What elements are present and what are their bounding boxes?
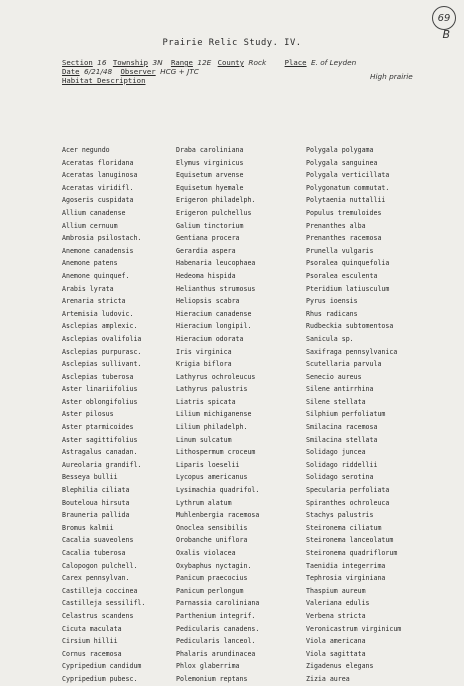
place-label: Place [284, 58, 307, 67]
species-item: Calopogon pulchell. [62, 561, 138, 570]
species-item: Cypripedium candidum [62, 662, 142, 671]
species-item: Asclepias tuberosa [62, 372, 134, 381]
species-item: Polytaenia nuttallii [306, 196, 386, 205]
species-item: Panicum perlongum [176, 586, 244, 595]
species-item: Bromus kalmii [62, 523, 114, 532]
species-item: Aureolaria grandifl. [62, 460, 142, 469]
species-item: Veronicastrum virginicum [306, 624, 402, 633]
species-item: Arenaria stricta [62, 297, 126, 306]
species-item: Hieracium longipil. [176, 322, 252, 331]
species-item: Blephilia ciliata [62, 486, 130, 495]
species-item: Oxalis violacea [176, 549, 236, 557]
range-label: Range [170, 58, 193, 67]
species-item: Erigeron philadelph. [176, 196, 256, 205]
species-item: Castilleja coccinea [62, 586, 138, 595]
species-item: Viola sagittata [306, 649, 366, 658]
species-item: Aster ptarmicoides [62, 423, 134, 432]
habitat-value: High prairie [370, 72, 413, 81]
species-item: Lathyrus palustris [176, 385, 248, 394]
species-item: Solidago serotina [306, 473, 374, 482]
species-item: Rhus radicans [306, 309, 358, 318]
species-item: Lycopus americanus [176, 473, 248, 482]
species-item: Anemone patens [62, 259, 118, 268]
species-item: Cicuta maculata [62, 624, 122, 633]
species-item: Verbena stricta [306, 611, 366, 620]
species-item: Asclepias ovalifolia [62, 334, 142, 343]
species-item: Equisetum arvense [176, 171, 244, 180]
species-item: Polygala polygama [306, 146, 374, 154]
species-item: Parnassia caroliniana [176, 599, 260, 608]
species-item: Astragalus canadan. [62, 448, 138, 457]
species-item: Lilium michiganense [176, 410, 252, 419]
species-item: Hedeoma hispida [176, 271, 236, 280]
species-item: Helianthus strumosus [176, 284, 256, 293]
species-item: Cirsium hillii [62, 637, 118, 646]
species-item: Anemone canadensis [62, 246, 134, 255]
species-item: Panicum praecocius [176, 574, 248, 583]
species-column-1 [62, 144, 145, 686]
species-item: Tephrosia virginiana [306, 574, 386, 583]
section-label: Section [62, 58, 93, 67]
species-item: Hieracium odorata [176, 334, 244, 343]
species-item: Allium canadense [62, 208, 126, 217]
species-item: Asclepias amplexic. [62, 322, 138, 331]
species-item: Orobanche uniflora [176, 536, 248, 545]
species-item: Smilacina racemosa [306, 423, 378, 432]
species-item: Polygala sanguinea [306, 158, 378, 167]
species-item: Liparis loeselii [176, 460, 240, 469]
species-item: Taenidia integerrima [306, 561, 386, 570]
species-item: Heliopsis scabra [176, 297, 240, 306]
page-letter: B [442, 28, 450, 41]
species-item: Specularia perfoliata [306, 486, 390, 495]
species-item: Allium cernuum [62, 221, 118, 230]
species-item: Castilleja sessilifl. [62, 599, 146, 608]
species-item: Prenanthes racemosa [306, 234, 382, 243]
observer-label: Observer [120, 67, 156, 76]
species-item: Artemisia ludovic. [62, 309, 134, 318]
place-value: E. of Leyden [310, 58, 357, 67]
species-item: Lilium philadelph. [176, 423, 248, 432]
species-item: Rudbeckia subtomentosa [306, 322, 394, 331]
species-item: Gentiana procera [176, 234, 240, 243]
species-item: Celastrus scandens [62, 611, 134, 620]
species-item: Pteridium latiusculum [306, 284, 390, 293]
habitat-line [62, 76, 145, 85]
species-item: Arabis lyrata [62, 284, 114, 293]
species-item: Polygonatum commutat. [306, 183, 390, 192]
species-item: Silene stellata [306, 397, 366, 406]
species-item: Prunella vulgaris [306, 246, 374, 255]
species-item: Steironema quadriflorum [306, 549, 398, 557]
page-title: Prairie Relic Study. IV. [162, 38, 302, 48]
page-number: 69 [432, 6, 456, 30]
species-item: Phalaris arundinacea [176, 649, 256, 658]
date-value: 6/21/48 [83, 67, 113, 76]
species-item: Silene antirrhina [306, 385, 374, 394]
species-item: Steironema lanceolatum [306, 536, 394, 545]
species-item: Brauneria pallida [62, 511, 130, 520]
species-item: Aster pilosus [62, 410, 114, 419]
species-item: Prenanthes alba [306, 221, 366, 230]
species-item: Solidago riddellii [306, 460, 378, 469]
species-item: Lythrum alatum [176, 498, 232, 507]
species-item: Stachys palustris [306, 511, 374, 520]
species-item: Lathyrus ochroleucus [176, 372, 256, 381]
species-item: Scutellaria parvula [306, 360, 382, 369]
species-item: Solidago juncea [306, 448, 366, 457]
species-item: Onoclea sensibilis [176, 523, 248, 532]
species-item: Asclepias purpurasc. [62, 347, 142, 356]
species-item: Elymus virginicus [176, 158, 244, 167]
species-item: Anemone quinquef. [62, 271, 130, 280]
species-item: Habenaria leucophaea [176, 259, 256, 268]
species-item: Liatris spicata [176, 397, 236, 406]
species-item: Populus tremuloides [306, 208, 382, 217]
location-line [62, 58, 356, 67]
species-item: Steironema ciliatum [306, 523, 382, 532]
county-label: County [217, 58, 244, 67]
species-item: Gerardia aspera [176, 246, 236, 255]
species-item: Muhlenbergia racemosa [176, 511, 260, 520]
species-item: Asclepias sullivant. [62, 360, 142, 369]
species-item: Pyrus ioensis [306, 297, 358, 306]
species-column-3 [306, 144, 401, 686]
species-item: Linum sulcatum [176, 435, 232, 444]
species-item: Zizia aurea [306, 674, 350, 683]
species-item: Aster oblongifolius [62, 397, 138, 406]
species-item: Carex pennsylvan. [62, 574, 130, 583]
species-item: Phlox glaberrima [176, 662, 240, 671]
species-item: Aceratas floridana [62, 158, 134, 167]
species-item: Draba caroliniana [176, 146, 244, 154]
county-value: Rock [248, 58, 267, 67]
species-item: Krigia biflora [176, 360, 232, 369]
species-item: Senecio aureus [306, 372, 362, 381]
species-item: Thaspium aureum [306, 586, 366, 595]
species-item: Psoralea esculenta [306, 271, 378, 280]
species-item: Aceratas lanuginosa [62, 171, 138, 180]
species-item: Cacalia suaveolens [62, 536, 134, 545]
species-item: Saxifraga pennsylvanica [306, 347, 398, 356]
species-item: Cypripedium pubesc. [62, 674, 138, 683]
species-item: Oxybaphus nyctagin. [176, 561, 252, 570]
species-item: Galium tinctorium [176, 221, 244, 230]
species-item: Bouteloua hirsuta [62, 498, 130, 507]
habitat-label: Habitat Description [62, 76, 146, 85]
species-item: Silphium perfoliatum [306, 410, 386, 419]
species-item: Aster linariifolius [62, 385, 138, 394]
species-item: Zigadenus elegans [306, 662, 374, 671]
species-item: Iris virginica [176, 347, 232, 356]
species-item: Sanicula sp. [306, 334, 354, 343]
species-item: Pedicularis canadens. [176, 624, 260, 633]
date-label: Date [62, 67, 80, 76]
species-item: Psoralea quinquefolia [306, 259, 390, 268]
species-item: Hieracium canadense [176, 309, 252, 318]
species-item: Equisetum hyemale [176, 183, 244, 192]
township-label: Township [112, 58, 149, 67]
species-item: Acer negundo [62, 146, 110, 154]
species-item: Valeriana edulis [306, 599, 370, 608]
species-item: Polygala verticillata [306, 171, 390, 180]
range-value: 12E [197, 58, 212, 67]
species-item: Parthenium integrif. [176, 611, 256, 620]
species-item: Lithospermum croceum [176, 448, 256, 457]
species-item: Aster sagittifolius [62, 435, 138, 444]
species-column-2 [176, 144, 259, 686]
species-item: Aceratas viridifl. [62, 183, 134, 192]
species-item: Agoseris cuspidata [62, 196, 134, 205]
species-item: Cornus racemosa [62, 649, 122, 658]
section-value: 16 [97, 58, 107, 67]
species-item: Pedicularis lanceol. [176, 637, 256, 646]
species-item: Viola americana [306, 637, 366, 646]
species-item: Polemonium reptans [176, 674, 248, 683]
species-item: Smilacina stellata [306, 435, 378, 444]
species-item: Lysimachia quadrifol. [176, 486, 260, 495]
species-item: Cacalia tuberosa [62, 549, 126, 557]
species-item: Besseya bullii [62, 473, 118, 482]
species-item: Ambrosia psilostach. [62, 234, 142, 243]
date-observer-line [62, 67, 199, 76]
species-item: Spiranthes ochroleuca [306, 498, 390, 507]
observer-value: HCG + JTC [160, 67, 199, 76]
township-value: 3N [152, 58, 163, 67]
species-item: Erigeron pulchellus [176, 208, 252, 217]
